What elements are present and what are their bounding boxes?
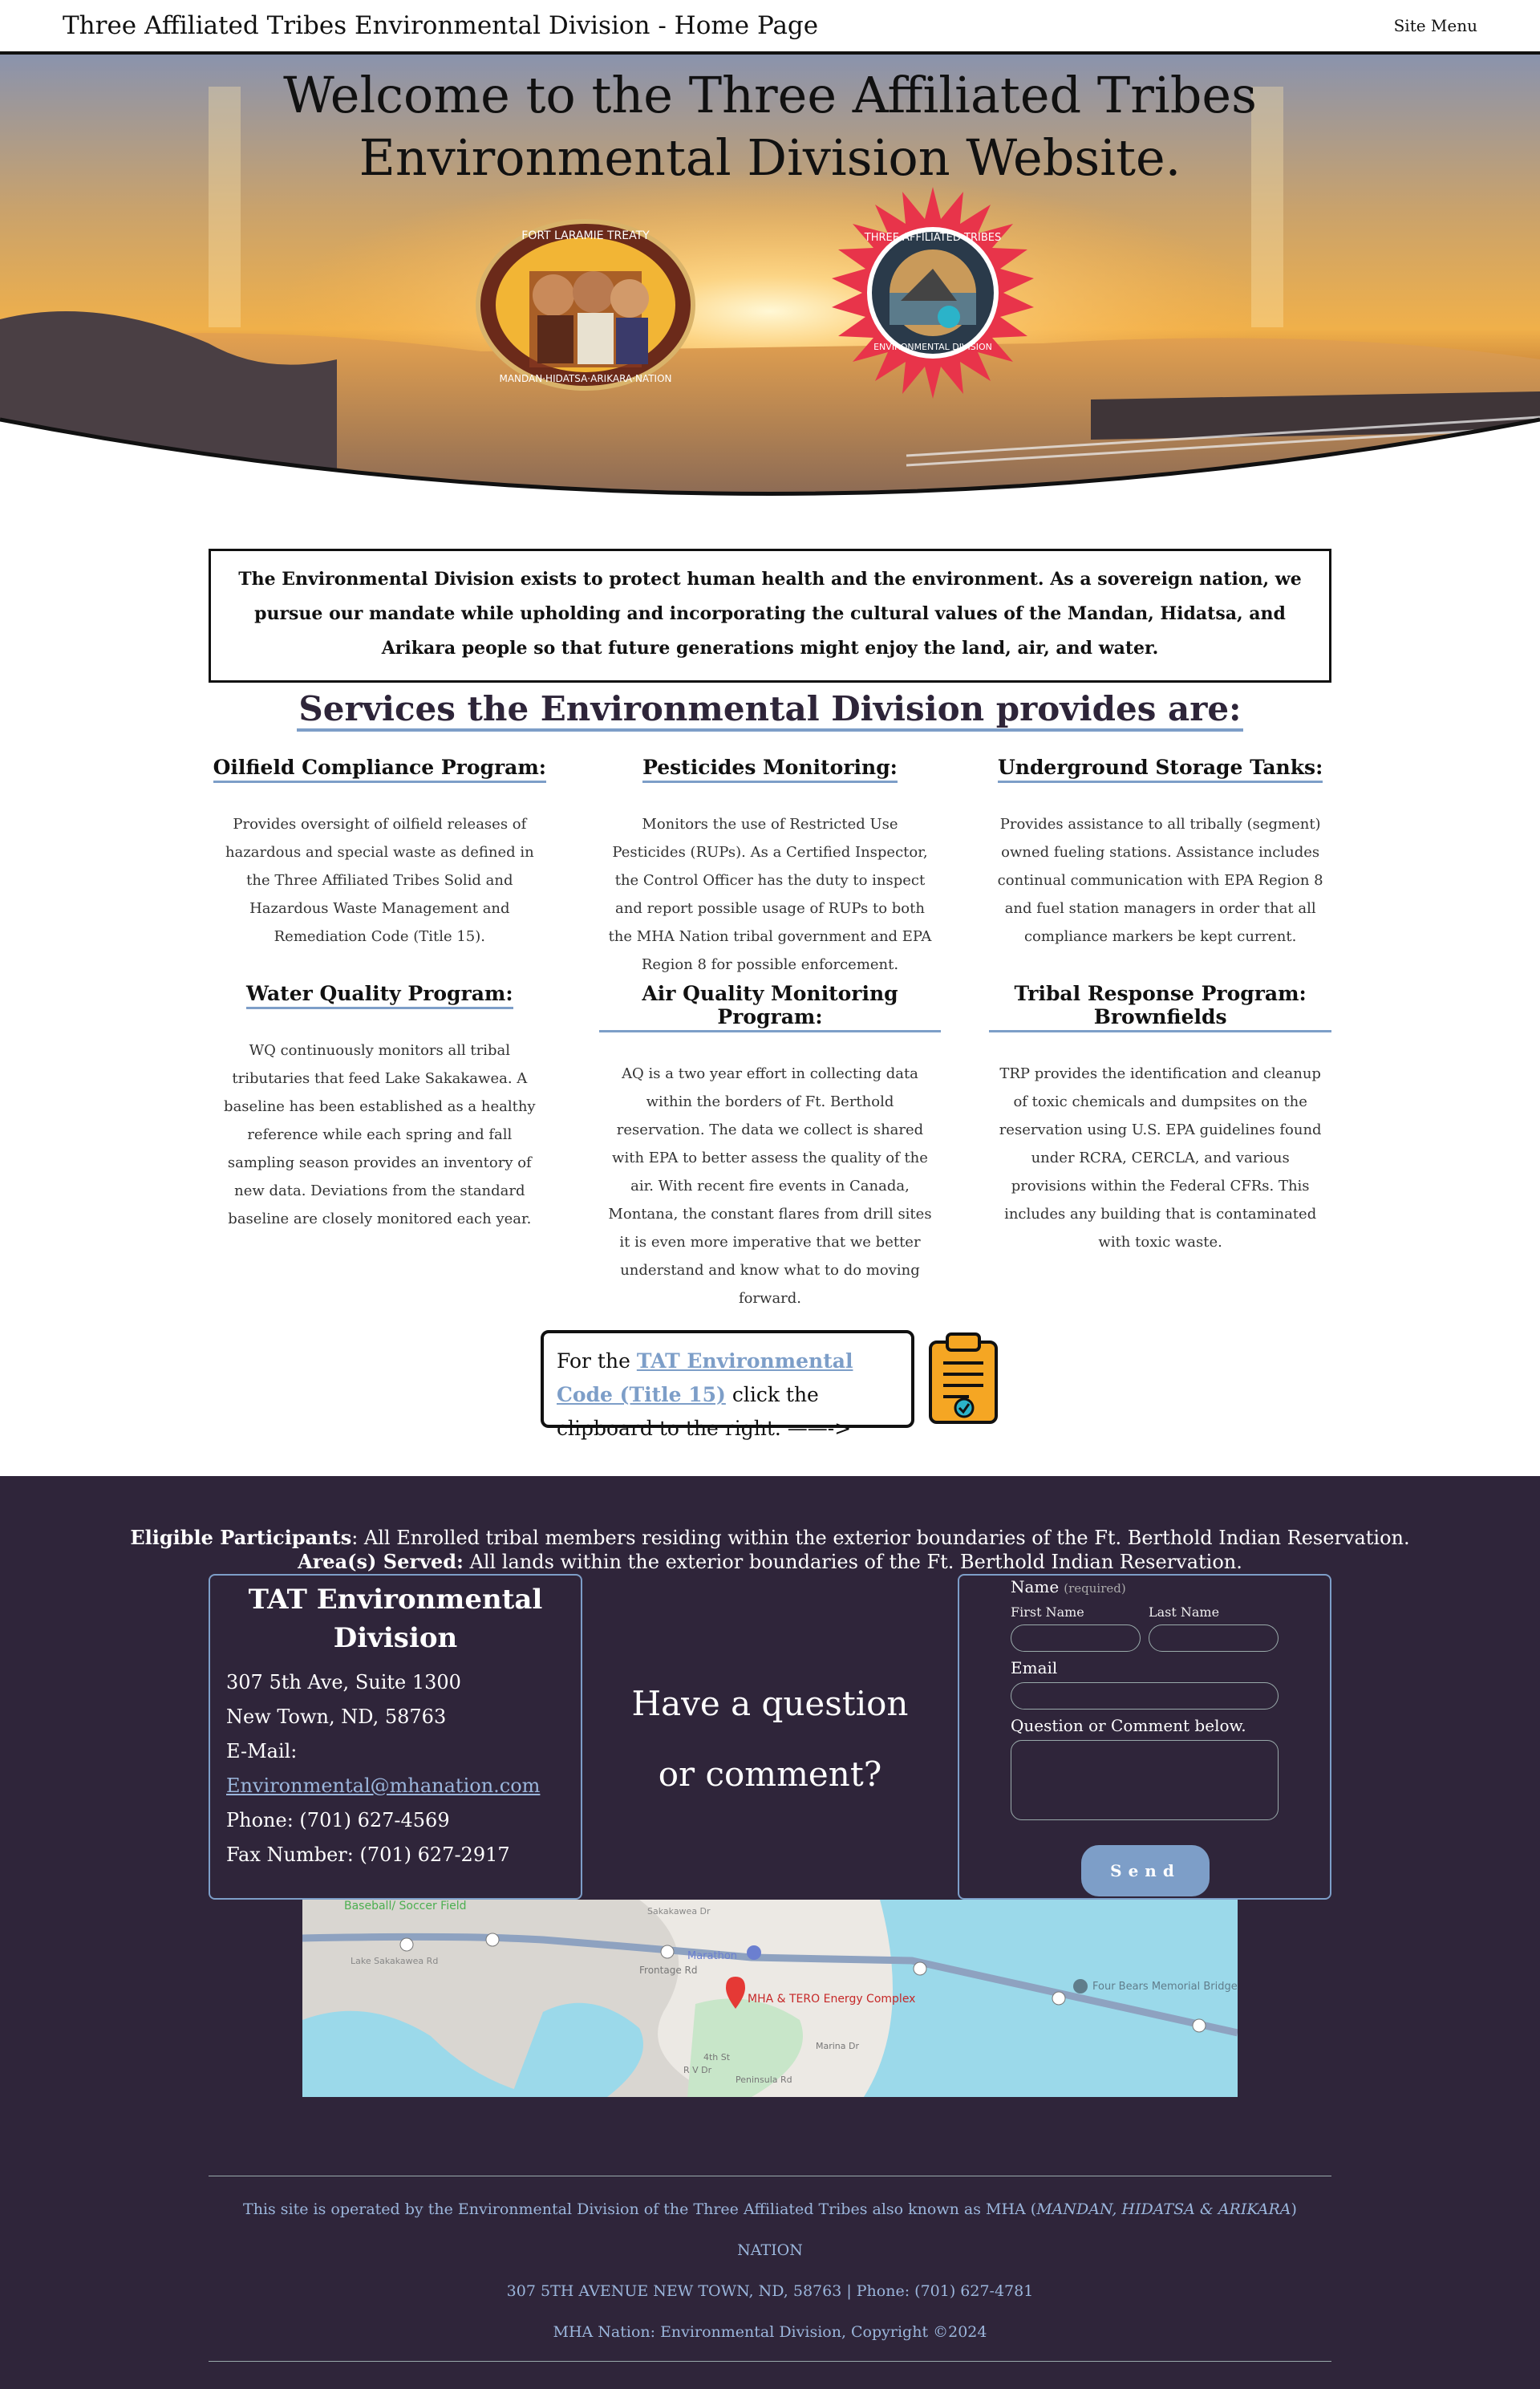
footer <box>209 2176 1331 2362</box>
map-label-rv-dr: R V Dr <box>683 2065 712 2075</box>
phone-line: Phone: (701) 627-4569 <box>226 1809 450 1831</box>
contact-title: TAT Environmental Division <box>248 1584 543 1654</box>
first-name-label: First Name <box>1011 1604 1084 1620</box>
hero-title-line2: Environmental Division Website. <box>359 128 1181 187</box>
service-oilfield <box>209 756 551 979</box>
service-title: Oilfield Compliance Program: <box>213 756 546 783</box>
services-grid-row2 <box>209 982 1331 1312</box>
eligibility-text <box>0 1526 1540 1574</box>
comment-field[interactable] <box>1011 1740 1279 1820</box>
map-label-frontage-rd: Frontage Rd <box>639 1965 698 1976</box>
logo-right-bottom-text: ENVIRONMENTAL DIVISION <box>873 342 992 352</box>
map-label-energy-complex: MHA & TERO Energy Complex <box>748 1993 916 2006</box>
address-line2: New Town, ND, 58763 <box>226 1706 447 1728</box>
last-name-label: Last Name <box>1149 1604 1220 1620</box>
service-text: Monitors the use of Restricted Use Pesticides (RUPs). As a Certified Inspector, the Control Officer has the duty to inspect and report possible usage of RUPs to both the MHA Nation tribal government and EPA Region 8 for possible enforcement. <box>608 816 932 973</box>
services-title <box>0 689 1540 728</box>
site-title[interactable]: Three Affiliated Tribes Environmental Division - Home Page <box>63 11 819 40</box>
hero-title <box>0 64 1540 189</box>
name-fields <box>1011 1604 1279 1652</box>
service-text: Provides assistance to all tribally (segment) owned fueling stations. Assistance includes continual communication with EPA Region 8 and fuel station managers in order that all compliance markers be kept current. <box>997 816 1323 945</box>
map-label-4th-st: 4th St <box>703 2052 731 2062</box>
hero-banner <box>0 55 1540 497</box>
contact-row <box>209 1574 1331 1900</box>
service-storage-tanks <box>989 756 1331 979</box>
fax-line: Fax Number: (701) 627-2917 <box>226 1843 510 1866</box>
site-menu-button[interactable]: Site Menu <box>1393 16 1477 35</box>
first-name-field[interactable] <box>1011 1624 1141 1652</box>
service-text: Provides oversight of oilfield releases of hazardous and special waste as defined in the Three Affiliated Tribes Solid and Hazardous Waste Management and Remediation Code (Title 15). <box>225 816 534 945</box>
footer-spacer <box>0 2362 1540 2389</box>
code-callout <box>0 1330 1540 1440</box>
service-title: Water Quality Program: <box>246 982 513 1009</box>
map-label-peninsula-rd: Peninsula Rd <box>736 2075 792 2085</box>
footer-line1: This site is operated by the Environmental Division of the Three Affiliated Tribes also known as MHA (MANDAN, HIDATSA & ARIKARA) NATION <box>243 2200 1297 2259</box>
code-suffix: click the clipboard to the right. ——-> <box>557 1383 852 1440</box>
map-label-bridge: Four Bears Memorial Bridge <box>1092 1981 1238 1993</box>
map-label-baseball: Baseball/ Soccer Field <box>344 1900 467 1912</box>
code-prefix: For the <box>557 1349 637 1373</box>
service-title: Tribal Response Program: Brownfields <box>989 982 1331 1032</box>
service-pesticides <box>599 756 942 979</box>
service-air-quality <box>599 982 942 1312</box>
mission-statement: The Environmental Division exists to protect human health and the environment. As a sovereign nation, we pursue our mandate while upholding and incorporating the cultural values of the Mandan, Hidatsa, and Arikara people so that future generations might enjoy the land, air, and water. <box>209 549 1331 683</box>
service-text: TRP provides the identification and cleanup of toxic chemicals and dumpsites on the reservation using U.S. EPA guidelines found under RCRA, CERCLA, and various provisions within the Federal CFRs. This includes any building that is contaminated with toxic waste. <box>999 1065 1322 1251</box>
services-title-text: Services the Environmental Division provides are: <box>297 689 1242 732</box>
fort-laramie-treaty-logo <box>473 215 698 391</box>
email-link[interactable]: Environmental@mhanation.com <box>226 1775 541 1797</box>
footer-line3: MHA Nation: Environmental Division, Copyright ©2024 <box>553 2323 987 2341</box>
name-label: Name (required) <box>1011 1577 1126 1596</box>
comment-label: Question or Comment below. <box>1011 1716 1246 1735</box>
last-name-field[interactable] <box>1149 1624 1279 1652</box>
contact-card <box>209 1574 582 1900</box>
service-water-quality <box>209 982 551 1312</box>
map-label-sakakawea-dr: Sakakawea Dr <box>647 1906 711 1916</box>
location-map[interactable] <box>302 1900 1238 2097</box>
email-field[interactable] <box>1011 1682 1279 1710</box>
email-label: Email <box>1011 1658 1058 1677</box>
code-callout-box <box>541 1330 914 1440</box>
service-text: AQ is a two year effort in collecting data within the borders of Ft. Berthold reservation. The data we collect is shared with EPA to better assess the quality of the air. With recent fire events in Canada, Montana, the constant flares from drill sites it is even more imperative that we better understand and know what to do moving forward. <box>608 1065 932 1307</box>
send-button[interactable]: Send <box>1081 1845 1210 1896</box>
environmental-code-link[interactable]: TAT Environmental Code (Title 15) <box>557 1349 853 1406</box>
email-line: E-Mail: Environmental@mhanation.com <box>226 1740 541 1797</box>
logo-right-top-text: THREE AFFILIATED TRIBES <box>864 232 1002 244</box>
service-title: Pesticides Monitoring: <box>642 756 898 783</box>
logo-left-bottom-text: MANDAN·HIDATSA·ARIKARA·NATION <box>499 373 672 384</box>
service-brownfields <box>989 982 1331 1312</box>
address-line1: 307 5th Ave, Suite 1300 <box>226 1671 461 1693</box>
service-title: Air Quality Monitoring Program: <box>599 982 942 1032</box>
contact-form <box>958 1574 1331 1900</box>
services-grid-row1 <box>209 756 1331 979</box>
areas-served: Area(s) Served: All lands within the exterior boundaries of the Ft. Berthold Indian Reservation. <box>298 1550 1242 1573</box>
map-label-marathon: Marathon <box>687 1950 738 1962</box>
footer-line2: 307 5TH AVENUE NEW TOWN, ND, 58763 | Phone: (701) 627-4781 <box>506 2282 1034 2300</box>
hero-title-line1: Welcome to the Three Affiliated Tribes <box>283 66 1257 124</box>
clipboard-icon[interactable] <box>927 1332 999 1426</box>
map-label-lake-rd: Lake Sakakawea Rd <box>351 1956 439 1966</box>
service-title: Underground Storage Tanks: <box>998 756 1323 783</box>
question-prompt: Have a question or comment? <box>631 1684 909 1794</box>
eligible-participants: Eligible Participants: All Enrolled tribal members residing within the exterior boundaries of the Ft. Berthold Indian Reservation. <box>130 1526 1410 1549</box>
logo-left-top-text: FORT LARAMIE TREATY <box>521 229 650 242</box>
map-label-marina-dr: Marina Dr <box>816 2041 860 2051</box>
environmental-division-logo <box>825 185 1041 401</box>
contact-section <box>0 1476 1540 2389</box>
service-text: WQ continuously monitors all tribal tributaries that feed Lake Sakakawea. A baseline has been established as a healthy reference while each spring and fall sampling season provides an inventory of new data. Deviations from the standard baseline are closely monitored each year. <box>224 1042 536 1227</box>
site-header <box>0 0 1540 55</box>
